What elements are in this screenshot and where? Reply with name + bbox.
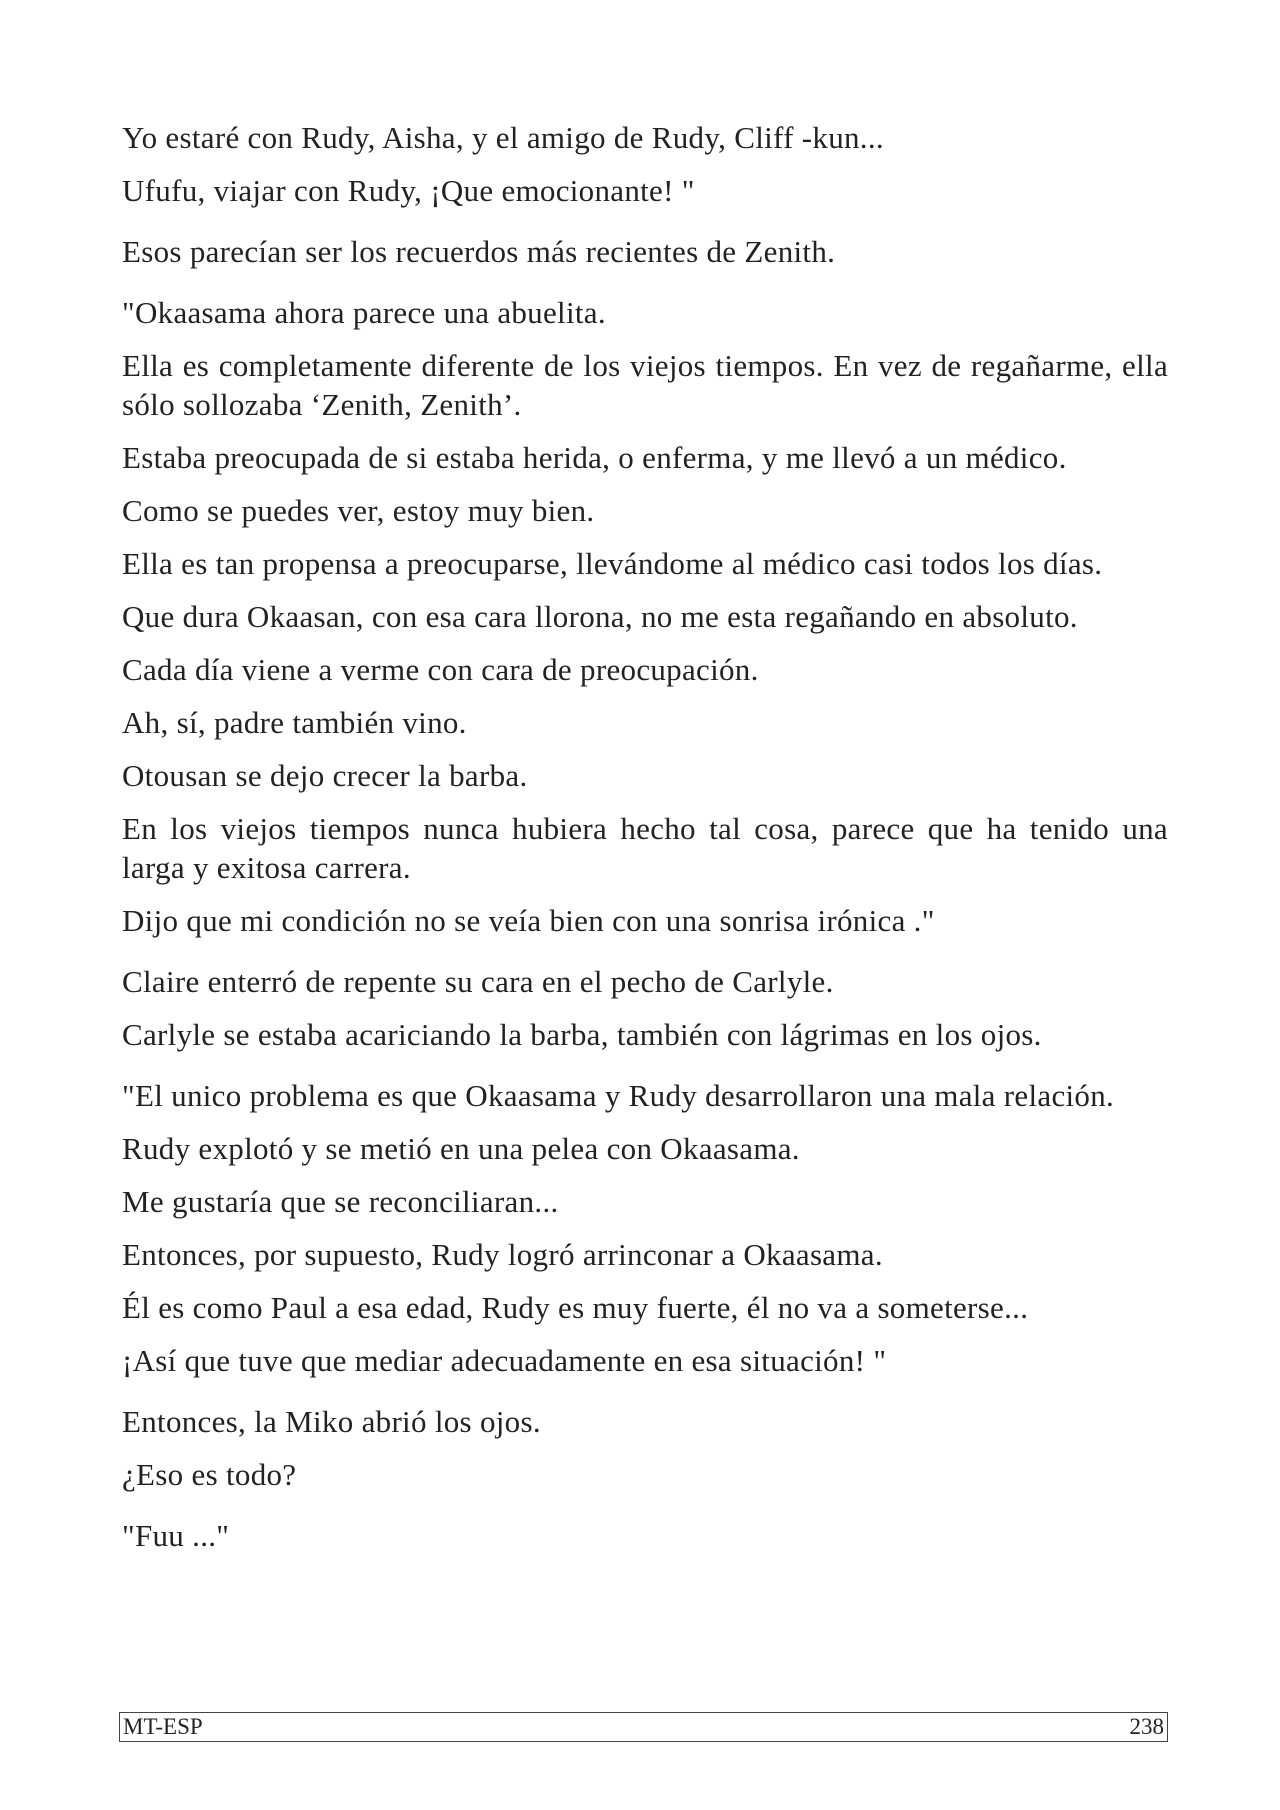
paragraph: ¡Así que tuve que mediar adecuadamente en esa situación! "	[122, 1343, 887, 1378]
paragraph: ¿Eso es todo?	[122, 1457, 297, 1492]
paragraph: Ella es tan propensa a preocuparse, llevándome al médico casi todos los días.	[122, 546, 1103, 581]
paragraph: Claire enterró de repente su cara en el pecho de Carlyle.	[122, 964, 834, 999]
paragraph: Dijo que mi condición no se veía bien con una sonrisa irónica ."	[122, 903, 935, 938]
paragraph: "Okaasama ahora parece una abuelita.	[122, 295, 606, 330]
paragraph: Me gustaría que se reconciliaran...	[122, 1184, 559, 1219]
page-number: 238	[1129, 1714, 1164, 1739]
paragraph: Ah, sí, padre también vino.	[122, 705, 467, 740]
paragraph: Como se puedes ver, estoy muy bien.	[122, 493, 595, 528]
paragraph: Entonces, por supuesto, Rudy logró arrinconar a Okaasama.	[122, 1237, 883, 1272]
body-text	[122, 118, 1168, 1555]
paragraph: Entonces, la Miko abrió los ojos.	[122, 1404, 541, 1439]
paragraph: "Fuu ..."	[122, 1518, 230, 1553]
paragraph: "El unico problema es que Okaasama y Rudy desarrollaron una mala relación.	[122, 1078, 1115, 1113]
paragraph: En los viejos tiempos nunca hubiera hecho tal cosa, parece que ha tenido una larga y exitosa carrera.	[122, 811, 1168, 885]
paragraph: Otousan se dejo crecer la barba.	[122, 758, 528, 793]
paragraph: Esos parecían ser los recuerdos más recientes de Zenith.	[122, 234, 836, 269]
paragraph: Ufufu, viajar con Rudy, ¡Que emocionante! "	[122, 173, 695, 208]
paragraph: Carlyle se estaba acariciando la barba, también con lágrimas en los ojos.	[122, 1017, 1042, 1052]
footer-label: MT-ESP	[123, 1714, 203, 1739]
paragraph: Rudy explotó y se metió en una pelea con Okaasama.	[122, 1131, 800, 1166]
paragraph: Que dura Okaasan, con esa cara llorona, no me esta regañando en absoluto.	[122, 599, 1078, 634]
paragraph: Estaba preocupada de si estaba herida, o enferma, y me llevó a un médico.	[122, 440, 1067, 475]
paragraph: Yo estaré con Rudy, Aisha, y el amigo de Rudy, Cliff -kun...	[122, 120, 884, 155]
page-footer	[119, 1712, 1168, 1742]
paragraph: Ella es completamente diferente de los viejos tiempos. En vez de regañarme, ella sólo sollozaba ‘Zenith, Zenith’.	[122, 348, 1168, 422]
paragraph: Cada día viene a verme con cara de preocupación.	[122, 652, 759, 687]
paragraph: Él es como Paul a esa edad, Rudy es muy fuerte, él no va a someterse...	[122, 1290, 1029, 1325]
